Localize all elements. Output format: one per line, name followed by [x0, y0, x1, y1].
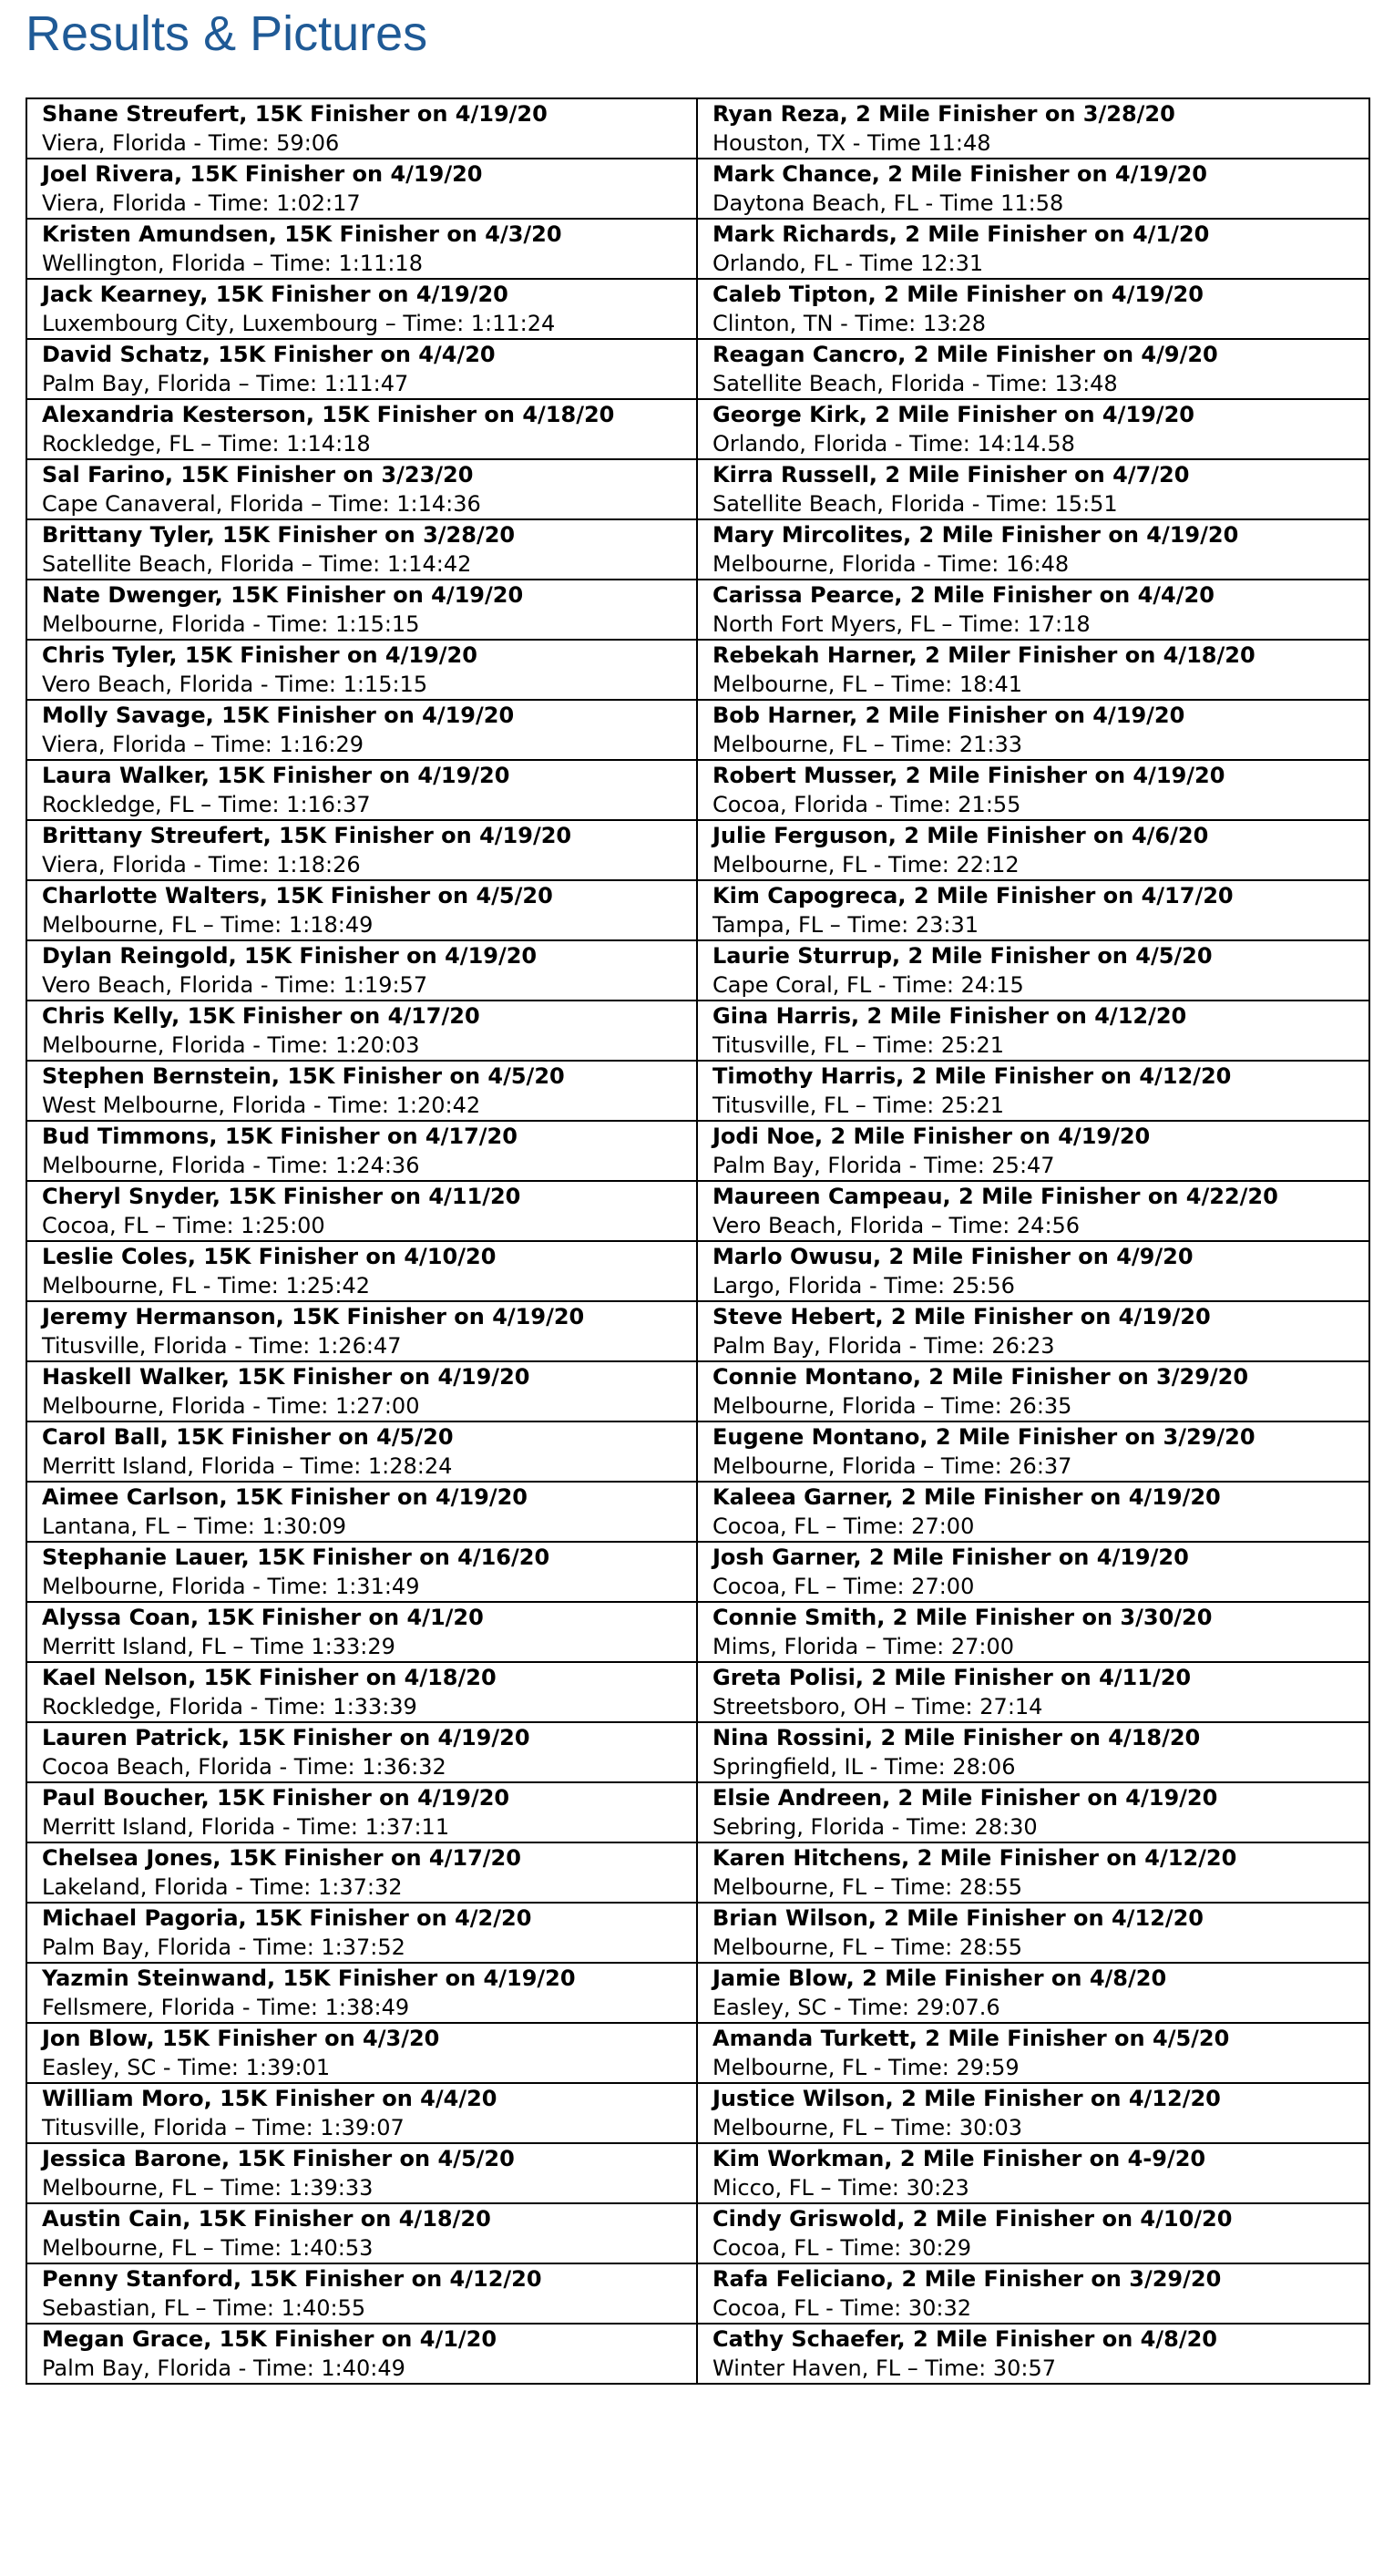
finisher-2-mile-cell [697, 1842, 1369, 1903]
finisher-name: Joel Rivera, 15K Finisher on 4/19/20 [42, 161, 483, 187]
finisher-2-mile-cell [697, 1602, 1369, 1662]
finisher-name: Bob Harner, 2 Mile Finisher on 4/19/20 [712, 703, 1185, 728]
finisher-2-mile-cell [697, 580, 1369, 640]
finisher-name: Rafa Feliciano, 2 Mile Finisher on 3/29/20 [712, 2266, 1222, 2292]
finisher-location-time: Melbourne, FL - Time: 1:25:42 [42, 1273, 371, 1298]
finisher-2-mile-cell [697, 1001, 1369, 1061]
results-table [26, 97, 1370, 2385]
finisher-name: Jodi Noe, 2 Mile Finisher on 4/19/20 [712, 1124, 1151, 1149]
finisher-15k-cell [26, 339, 697, 399]
finisher-location-time: West Melbourne, Florida - Time: 1:20:42 [42, 1093, 481, 1118]
table-row [26, 1482, 1369, 1542]
finisher-name: Karen Hitchens, 2 Mile Finisher on 4/12/20 [712, 1845, 1237, 1871]
finisher-location-time: Melbourne, FL – Time: 28:55 [712, 1935, 1022, 1960]
finisher-name: Jeremy Hermanson, 15K Finisher on 4/19/20 [42, 1304, 585, 1329]
finisher-2-mile-cell [697, 219, 1369, 279]
finisher-15k-cell [26, 2203, 697, 2263]
finisher-15k-cell [26, 159, 697, 219]
finisher-15k-cell [26, 940, 697, 1001]
finisher-location-time: Daytona Beach, FL - Time 11:58 [712, 190, 1064, 216]
finisher-2-mile-cell [697, 820, 1369, 880]
finisher-name: Cathy Schaefer, 2 Mile Finisher on 4/8/20 [712, 2326, 1217, 2352]
finisher-location-time: Melbourne, FL – Time: 1:40:53 [42, 2235, 374, 2261]
finisher-location-time: Wellington, Florida – Time: 1:11:18 [42, 251, 423, 276]
finisher-name: Lauren Patrick, 15K Finisher on 4/19/20 [42, 1725, 530, 1750]
finisher-name: Dylan Reingold, 15K Finisher on 4/19/20 [42, 943, 538, 969]
finisher-15k-cell [26, 1421, 697, 1482]
table-row [26, 2023, 1369, 2083]
finisher-2-mile-cell [697, 2023, 1369, 2083]
finisher-2-mile-cell [697, 1963, 1369, 2023]
finisher-name: Molly Savage, 15K Finisher on 4/19/20 [42, 703, 515, 728]
finisher-name: Josh Garner, 2 Mile Finisher on 4/19/20 [712, 1545, 1189, 1570]
finisher-location-time: Fellsmere, Florida - Time: 1:38:49 [42, 1995, 410, 2020]
finisher-location-time: Rockledge, Florida - Time: 1:33:39 [42, 1694, 417, 1719]
finisher-location-time: Melbourne, Florida – Time: 26:37 [712, 1453, 1072, 1479]
finisher-name: Eugene Montano, 2 Mile Finisher on 3/29/20 [712, 1424, 1256, 1450]
finisher-15k-cell [26, 2023, 697, 2083]
finisher-name: Caleb Tipton, 2 Mile Finisher on 4/19/20 [712, 282, 1204, 307]
finisher-name: Mark Richards, 2 Mile Finisher on 4/1/20 [712, 221, 1210, 247]
table-row [26, 640, 1369, 700]
finisher-2-mile-cell [697, 1121, 1369, 1181]
finisher-name: Carol Ball, 15K Finisher on 4/5/20 [42, 1424, 454, 1450]
finisher-name: Bud Timmons, 15K Finisher on 4/17/20 [42, 1124, 518, 1149]
finisher-2-mile-cell [697, 1301, 1369, 1361]
finisher-15k-cell [26, 1121, 697, 1181]
finisher-location-time: Palm Bay, Florida – Time: 1:11:47 [42, 371, 409, 396]
finisher-location-time: Melbourne, Florida - Time: 1:20:03 [42, 1032, 420, 1058]
finisher-location-time: Lakeland, Florida - Time: 1:37:32 [42, 1874, 403, 1900]
finisher-name: Carissa Pearce, 2 Mile Finisher on 4/4/20 [712, 582, 1215, 608]
finisher-2-mile-cell [697, 2203, 1369, 2263]
finisher-2-mile-cell [697, 1482, 1369, 1542]
finisher-2-mile-cell [697, 2263, 1369, 2324]
table-row [26, 279, 1369, 339]
finisher-2-mile-cell [697, 98, 1369, 159]
table-row [26, 940, 1369, 1001]
finisher-location-time: Houston, TX - Time 11:48 [712, 130, 991, 156]
finisher-name: Julie Ferguson, 2 Mile Finisher on 4/6/20 [712, 823, 1209, 848]
table-row [26, 700, 1369, 760]
finisher-location-time: Melbourne, FL - Time: 22:12 [712, 852, 1020, 877]
table-row [26, 219, 1369, 279]
finisher-location-time: Vero Beach, Florida - Time: 1:15:15 [42, 672, 428, 697]
table-row [26, 2143, 1369, 2203]
finisher-2-mile-cell [697, 279, 1369, 339]
table-row [26, 1963, 1369, 2023]
finisher-location-time: Tampa, FL – Time: 23:31 [712, 912, 979, 938]
finisher-15k-cell [26, 1061, 697, 1121]
finisher-name: Steve Hebert, 2 Mile Finisher on 4/19/20 [712, 1304, 1211, 1329]
finisher-location-time: Merritt Island, Florida - Time: 1:37:11 [42, 1814, 450, 1840]
finisher-15k-cell [26, 2143, 697, 2203]
finisher-name: Nate Dwenger, 15K Finisher on 4/19/20 [42, 582, 524, 608]
finisher-location-time: Palm Bay, Florida - Time: 25:47 [712, 1153, 1055, 1178]
finisher-2-mile-cell [697, 1421, 1369, 1482]
finisher-2-mile-cell [697, 2083, 1369, 2143]
finisher-name: Megan Grace, 15K Finisher on 4/1/20 [42, 2326, 497, 2352]
finisher-name: Maureen Campeau, 2 Mile Finisher on 4/22/20 [712, 1184, 1278, 1209]
finisher-location-time: Melbourne, Florida - Time: 1:15:15 [42, 611, 420, 637]
finisher-2-mile-cell [697, 1361, 1369, 1421]
finisher-15k-cell [26, 459, 697, 519]
table-row [26, 2203, 1369, 2263]
finisher-name: David Schatz, 15K Finisher on 4/4/20 [42, 342, 496, 367]
finisher-name: Greta Polisi, 2 Mile Finisher on 4/11/20 [712, 1665, 1192, 1690]
finisher-location-time: Satellite Beach, Florida - Time: 13:48 [712, 371, 1118, 396]
finisher-location-time: Titusville, Florida - Time: 1:26:47 [42, 1333, 402, 1359]
finisher-15k-cell [26, 1602, 697, 1662]
finisher-location-time: Luxembourg City, Luxembourg – Time: 1:11:24 [42, 311, 556, 336]
finisher-name: Elsie Andreen, 2 Mile Finisher on 4/19/20 [712, 1785, 1218, 1811]
finisher-name: Kirra Russell, 2 Mile Finisher on 4/7/20 [712, 462, 1190, 487]
table-row [26, 1181, 1369, 1241]
table-row [26, 820, 1369, 880]
finisher-name: Brian Wilson, 2 Mile Finisher on 4/12/20 [712, 1905, 1204, 1931]
finisher-name: Amanda Turkett, 2 Mile Finisher on 4/5/20 [712, 2026, 1230, 2051]
finisher-location-time: Melbourne, Florida - Time: 1:27:00 [42, 1393, 420, 1419]
table-row [26, 1662, 1369, 1722]
finisher-2-mile-cell [697, 2143, 1369, 2203]
table-row [26, 1842, 1369, 1903]
finisher-location-time: Sebastian, FL – Time: 1:40:55 [42, 2295, 366, 2321]
finisher-location-time: Melbourne, FL – Time: 1:18:49 [42, 912, 374, 938]
finisher-name: Timothy Harris, 2 Mile Finisher on 4/12/20 [712, 1063, 1232, 1089]
finisher-location-time: North Fort Myers, FL – Time: 17:18 [712, 611, 1091, 637]
finisher-location-time: Easley, SC - Time: 1:39:01 [42, 2055, 331, 2080]
finisher-2-mile-cell [697, 1061, 1369, 1121]
finisher-location-time: Melbourne, Florida – Time: 26:35 [712, 1393, 1072, 1419]
finisher-name: Ryan Reza, 2 Mile Finisher on 3/28/20 [712, 101, 1175, 127]
table-row [26, 459, 1369, 519]
table-row [26, 1903, 1369, 1963]
finisher-location-time: Cape Canaveral, Florida – Time: 1:14:36 [42, 491, 481, 517]
finisher-2-mile-cell [697, 2324, 1369, 2384]
finisher-name: Sal Farino, 15K Finisher on 3/23/20 [42, 462, 474, 487]
finisher-location-time: Orlando, FL - Time 12:31 [712, 251, 984, 276]
finisher-location-time: Viera, Florida - Time: 1:18:26 [42, 852, 361, 877]
finisher-15k-cell [26, 1722, 697, 1782]
finisher-location-time: Melbourne, FL – Time: 21:33 [712, 732, 1022, 757]
finisher-location-time: Titusville, FL – Time: 25:21 [712, 1093, 1004, 1118]
finisher-location-time: Palm Bay, Florida - Time: 1:40:49 [42, 2355, 405, 2381]
finisher-name: Alexandria Kesterson, 15K Finisher on 4/18/20 [42, 402, 615, 427]
finisher-name: Mark Chance, 2 Mile Finisher on 4/19/20 [712, 161, 1207, 187]
finisher-15k-cell [26, 580, 697, 640]
finisher-name: Chris Kelly, 15K Finisher on 4/17/20 [42, 1003, 480, 1029]
finisher-location-time: Titusville, Florida – Time: 1:39:07 [42, 2115, 405, 2140]
finisher-name: Haskell Walker, 15K Finisher on 4/19/20 [42, 1364, 530, 1390]
finisher-location-time: Easley, SC - Time: 29:07.6 [712, 1995, 1000, 2020]
finisher-name: Charlotte Walters, 15K Finisher on 4/5/20 [42, 883, 553, 908]
finisher-location-time: Streetsboro, OH – Time: 27:14 [712, 1694, 1043, 1719]
finisher-2-mile-cell [697, 339, 1369, 399]
finisher-name: Kristen Amundsen, 15K Finisher on 4/3/20 [42, 221, 562, 247]
finisher-location-time: Melbourne, FL – Time: 28:55 [712, 1874, 1022, 1900]
table-row [26, 1602, 1369, 1662]
finisher-name: Kim Workman, 2 Mile Finisher on 4-9/20 [712, 2146, 1206, 2171]
table-row [26, 1061, 1369, 1121]
finisher-15k-cell [26, 2324, 697, 2384]
finisher-15k-cell [26, 2083, 697, 2143]
finisher-location-time: Winter Haven, FL – Time: 30:57 [712, 2355, 1056, 2381]
finisher-location-time: Vero Beach, Florida – Time: 24:56 [712, 1213, 1081, 1238]
finisher-location-time: Micco, FL – Time: 30:23 [712, 2175, 969, 2201]
finisher-15k-cell [26, 1001, 697, 1061]
finisher-location-time: Cocoa, FL – Time: 27:00 [712, 1514, 975, 1539]
finisher-name: Connie Montano, 2 Mile Finisher on 3/29/20 [712, 1364, 1249, 1390]
finisher-15k-cell [26, 640, 697, 700]
finisher-15k-cell [26, 1181, 697, 1241]
table-row [26, 760, 1369, 820]
table-row [26, 2083, 1369, 2143]
finisher-15k-cell [26, 1903, 697, 1963]
finisher-name: Laurie Sturrup, 2 Mile Finisher on 4/5/20 [712, 943, 1213, 969]
finisher-15k-cell [26, 1301, 697, 1361]
finisher-name: Brittany Streufert, 15K Finisher on 4/19/20 [42, 823, 572, 848]
table-row [26, 1301, 1369, 1361]
finisher-name: Michael Pagoria, 15K Finisher on 4/2/20 [42, 1905, 532, 1931]
finisher-name: Paul Boucher, 15K Finisher on 4/19/20 [42, 1785, 510, 1811]
finisher-location-time: Cocoa Beach, Florida - Time: 1:36:32 [42, 1754, 446, 1780]
finisher-2-mile-cell [697, 459, 1369, 519]
finisher-location-time: Rockledge, FL – Time: 1:16:37 [42, 792, 371, 817]
finisher-15k-cell [26, 1482, 697, 1542]
finisher-2-mile-cell [697, 700, 1369, 760]
finisher-location-time: Vero Beach, Florida - Time: 1:19:57 [42, 972, 428, 998]
finisher-15k-cell [26, 2263, 697, 2324]
finisher-name: Marlo Owusu, 2 Mile Finisher on 4/9/20 [712, 1244, 1194, 1269]
finisher-2-mile-cell [697, 1542, 1369, 1602]
finisher-name: Austin Cain, 15K Finisher on 4/18/20 [42, 2206, 491, 2232]
finisher-location-time: Melbourne, Florida - Time: 1:31:49 [42, 1574, 420, 1599]
finisher-location-time: Cape Coral, FL - Time: 24:15 [712, 972, 1024, 998]
results-table-body [26, 98, 1369, 2384]
finisher-name: Cindy Griswold, 2 Mile Finisher on 4/10/20 [712, 2206, 1233, 2232]
finisher-name: Robert Musser, 2 Mile Finisher on 4/19/20 [712, 763, 1225, 788]
finisher-location-time: Satellite Beach, Florida - Time: 15:51 [712, 491, 1118, 517]
page-title: Results & Pictures [26, 6, 428, 61]
finisher-location-time: Melbourne, FL - Time: 29:59 [712, 2055, 1020, 2080]
finisher-2-mile-cell [697, 1903, 1369, 1963]
finisher-2-mile-cell [697, 760, 1369, 820]
table-row [26, 880, 1369, 940]
finisher-15k-cell [26, 1842, 697, 1903]
finisher-15k-cell [26, 219, 697, 279]
finisher-location-time: Cocoa, Florida - Time: 21:55 [712, 792, 1021, 817]
finisher-location-time: Cocoa, FL – Time: 1:25:00 [42, 1213, 325, 1238]
finisher-2-mile-cell [697, 399, 1369, 459]
finisher-location-time: Merritt Island, FL – Time 1:33:29 [42, 1634, 395, 1659]
finisher-name: Yazmin Steinwand, 15K Finisher on 4/19/20 [42, 1965, 576, 1991]
finisher-2-mile-cell [697, 880, 1369, 940]
table-row [26, 1241, 1369, 1301]
finisher-location-time: Sebring, Florida - Time: 28:30 [712, 1814, 1038, 1840]
finisher-name: Reagan Cancro, 2 Mile Finisher on 4/9/20 [712, 342, 1218, 367]
finisher-location-time: Viera, Florida - Time: 1:02:17 [42, 190, 361, 216]
finisher-location-time: Palm Bay, Florida - Time: 1:37:52 [42, 1935, 405, 1960]
finisher-15k-cell [26, 98, 697, 159]
finisher-2-mile-cell [697, 1241, 1369, 1301]
table-row [26, 1782, 1369, 1842]
finisher-15k-cell [26, 820, 697, 880]
finisher-name: Kael Nelson, 15K Finisher on 4/18/20 [42, 1665, 497, 1690]
finisher-name: Brittany Tyler, 15K Finisher on 3/28/20 [42, 522, 516, 548]
finisher-name: Aimee Carlson, 15K Finisher on 4/19/20 [42, 1484, 528, 1510]
finisher-location-time: Satellite Beach, Florida – Time: 1:14:42 [42, 551, 472, 577]
finisher-2-mile-cell [697, 159, 1369, 219]
finisher-name: Kim Capogreca, 2 Mile Finisher on 4/17/20 [712, 883, 1234, 908]
finisher-location-time: Titusville, FL – Time: 25:21 [712, 1032, 1004, 1058]
finisher-15k-cell [26, 1782, 697, 1842]
finisher-name: George Kirk, 2 Mile Finisher on 4/19/20 [712, 402, 1194, 427]
finisher-15k-cell [26, 279, 697, 339]
finisher-name: Jack Kearney, 15K Finisher on 4/19/20 [42, 282, 508, 307]
table-row [26, 519, 1369, 580]
table-row [26, 1001, 1369, 1061]
table-row [26, 1361, 1369, 1421]
finisher-15k-cell [26, 760, 697, 820]
finisher-name: Connie Smith, 2 Mile Finisher on 3/30/20 [712, 1605, 1213, 1630]
finisher-location-time: Cocoa, FL – Time: 27:00 [712, 1574, 975, 1599]
finisher-location-time: Melbourne, Florida - Time: 1:24:36 [42, 1153, 420, 1178]
finisher-location-time: Orlando, Florida - Time: 14:14.58 [712, 431, 1075, 457]
table-row [26, 1722, 1369, 1782]
finisher-name: Alyssa Coan, 15K Finisher on 4/1/20 [42, 1605, 484, 1630]
finisher-name: Jessica Barone, 15K Finisher on 4/5/20 [42, 2146, 515, 2171]
finisher-name: Justice Wilson, 2 Mile Finisher on 4/12/20 [712, 2086, 1221, 2111]
table-row [26, 1421, 1369, 1482]
finisher-name: Chris Tyler, 15K Finisher on 4/19/20 [42, 642, 477, 668]
finisher-2-mile-cell [697, 1782, 1369, 1842]
table-row [26, 580, 1369, 640]
finisher-15k-cell [26, 519, 697, 580]
finisher-2-mile-cell [697, 940, 1369, 1001]
finisher-name: Gina Harris, 2 Mile Finisher on 4/12/20 [712, 1003, 1187, 1029]
finisher-location-time: Viera, Florida – Time: 1:16:29 [42, 732, 364, 757]
finisher-name: Kaleea Garner, 2 Mile Finisher on 4/19/20 [712, 1484, 1221, 1510]
table-row [26, 2324, 1369, 2384]
finisher-location-time: Cocoa, FL - Time: 30:32 [712, 2295, 971, 2321]
table-row [26, 98, 1369, 159]
finisher-location-time: Clinton, TN - Time: 13:28 [712, 311, 987, 336]
table-row [26, 399, 1369, 459]
table-row [26, 1121, 1369, 1181]
finisher-2-mile-cell [697, 640, 1369, 700]
finisher-2-mile-cell [697, 1181, 1369, 1241]
table-row [26, 2263, 1369, 2324]
finisher-location-time: Palm Bay, Florida - Time: 26:23 [712, 1333, 1055, 1359]
finisher-15k-cell [26, 1542, 697, 1602]
finisher-location-time: Mims, Florida – Time: 27:00 [712, 1634, 1015, 1659]
finisher-15k-cell [26, 1963, 697, 2023]
finisher-name: Mary Mircolites, 2 Mile Finisher on 4/19/20 [712, 522, 1239, 548]
finisher-location-time: Melbourne, FL – Time: 30:03 [712, 2115, 1022, 2140]
finisher-15k-cell [26, 1241, 697, 1301]
finisher-15k-cell [26, 1361, 697, 1421]
finisher-location-time: Cocoa, FL - Time: 30:29 [712, 2235, 971, 2261]
finisher-name: Chelsea Jones, 15K Finisher on 4/17/20 [42, 1845, 521, 1871]
finisher-name: Rebekah Harner, 2 Miler Finisher on 4/18/20 [712, 642, 1256, 668]
finisher-location-time: Viera, Florida - Time: 59:06 [42, 130, 340, 156]
finisher-name: Jon Blow, 15K Finisher on 4/3/20 [42, 2026, 440, 2051]
finisher-location-time: Melbourne, FL – Time: 18:41 [712, 672, 1022, 697]
finisher-location-time: Springfield, IL - Time: 28:06 [712, 1754, 1016, 1780]
finisher-name: Stephen Bernstein, 15K Finisher on 4/5/20 [42, 1063, 565, 1089]
finisher-2-mile-cell [697, 1722, 1369, 1782]
finisher-name: William Moro, 15K Finisher on 4/4/20 [42, 2086, 497, 2111]
table-row [26, 1542, 1369, 1602]
finisher-location-time: Merritt Island, Florida – Time: 1:28:24 [42, 1453, 453, 1479]
finisher-name: Shane Streufert, 15K Finisher on 4/19/20 [42, 101, 548, 127]
finisher-location-time: Melbourne, FL – Time: 1:39:33 [42, 2175, 374, 2201]
table-row [26, 339, 1369, 399]
finisher-2-mile-cell [697, 1662, 1369, 1722]
finisher-name: Nina Rossini, 2 Mile Finisher on 4/18/20 [712, 1725, 1201, 1750]
finisher-location-time: Rockledge, FL – Time: 1:14:18 [42, 431, 371, 457]
finisher-name: Stephanie Lauer, 15K Finisher on 4/16/20 [42, 1545, 550, 1570]
finisher-2-mile-cell [697, 519, 1369, 580]
finisher-name: Penny Stanford, 15K Finisher on 4/12/20 [42, 2266, 542, 2292]
finisher-15k-cell [26, 1662, 697, 1722]
finisher-name: Leslie Coles, 15K Finisher on 4/10/20 [42, 1244, 497, 1269]
finisher-15k-cell [26, 880, 697, 940]
finisher-location-time: Lantana, FL – Time: 1:30:09 [42, 1514, 346, 1539]
finisher-15k-cell [26, 399, 697, 459]
finisher-name: Cheryl Snyder, 15K Finisher on 4/11/20 [42, 1184, 521, 1209]
finisher-location-time: Melbourne, Florida - Time: 16:48 [712, 551, 1070, 577]
finisher-location-time: Largo, Florida - Time: 25:56 [712, 1273, 1015, 1298]
finisher-name: Laura Walker, 15K Finisher on 4/19/20 [42, 763, 510, 788]
table-row [26, 159, 1369, 219]
finisher-name: Jamie Blow, 2 Mile Finisher on 4/8/20 [712, 1965, 1167, 1991]
finisher-15k-cell [26, 700, 697, 760]
